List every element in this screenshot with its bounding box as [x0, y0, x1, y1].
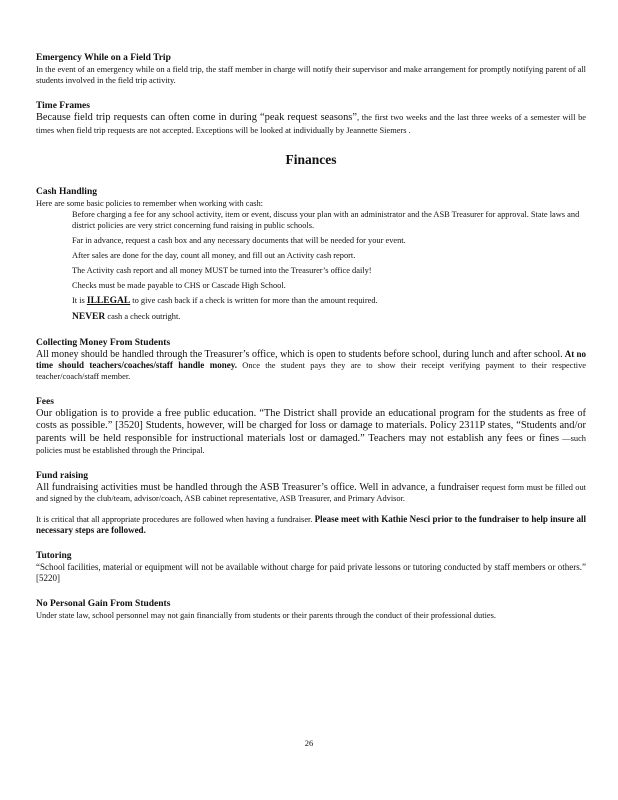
- cash-handling-list: [36, 209, 586, 323]
- no-personal-gain-text: Under state law, school personnel may not gain financially from students or their parents through the conduct of their professional duties.: [36, 611, 496, 620]
- list-item: Checks must be made payable to CHS or Cascade High School.: [72, 280, 286, 290]
- collecting-heading: Collecting Money From Students: [36, 337, 171, 348]
- time-frames-heading: Time Frames: [36, 101, 90, 111]
- list-item: The Activity cash report and all money MUST be turned into the Treasurer’s office daily!: [72, 265, 372, 275]
- list-item: It is ILLEGAL to give cash back if a check is written for more than the amount required.: [72, 295, 378, 306]
- page-number: 26: [304, 738, 314, 748]
- cash-handling-intro: Here are some basic policies to remember when working with cash:: [36, 198, 263, 208]
- collecting-bold: At no time should teachers/coaches/staff handle money.: [36, 348, 586, 370]
- finances-title: Finances: [285, 151, 337, 167]
- cash-handling-heading: Cash Handling: [36, 186, 97, 197]
- tutoring-text: “School facilities, material or equipment will not be available without charge for paid private lessons or tutoring conducted by staff members or others.” [5220]: [36, 562, 586, 583]
- fundraising-bold: Please meet with Kathie Nesci prior to the fundraiser to help insure all necessary steps are followed.: [36, 514, 586, 535]
- collecting-text: All money should be handled through the Treasurer’s office, which is open to students before school, during lunch and after school. At no time should teachers/coaches/staff handle money. Once the student pays they are to show their receipt verifying payment to their respective teacher/coach/staff member.: [36, 348, 587, 381]
- time-frames-text-large: Because field trip requests can often come in during “peak request seasons”: [36, 112, 357, 123]
- fundraising-heading: Fund raising: [36, 471, 89, 481]
- fundraising-text: All fundraising activities must be handled through the ASB Treasurer’s office. Well in advance, a fundraiser request form must be filled out and signed by the club/team, advisor/coach, ASB cabinet representative, ASB Treasurer, and Primary Advisor.: [36, 482, 586, 503]
- tutoring-heading: Tutoring: [36, 551, 72, 561]
- fees-heading: Fees: [36, 396, 54, 407]
- time-frames-text-small: , the first two weeks and the last three weeks of a semester will be times when field trip requests are not accepted. Exceptions will be looked at individually by Jeannette Siemers .: [36, 113, 587, 135]
- emergency-text: In the event of an emergency while on a field trip, the staff member in charge will notify their supervisor and make arrangement for promptly notifying parent of all students involved in the field trip activity.: [36, 65, 586, 85]
- never-emphasis: NEVER: [72, 311, 106, 322]
- list-item: Before charging a fee for any school activity, item or event, discuss your plan with an administrator and the ASB Treasurer for approval. State laws and district policies are very strict concerning fund raising in public schools.: [72, 209, 580, 230]
- fees-text: Our obligation is to provide a free public education. “The District shall provide an educational program for the students as free of costs as possible.” [3520] Students, however, will be charged for loss or damage to materials. Policy 2311P states, “Students and/or parents will be held responsible for instructional materials lost or damaged.” Teachers may not establish any fees or fines —such policies must be established through the Principal.: [36, 407, 586, 455]
- document-page: [36, 52, 586, 621]
- time-frames-text: [36, 112, 586, 136]
- emergency-heading: Emergency While on a Field Trip: [36, 53, 171, 63]
- illegal-emphasis: ILLEGAL: [86, 295, 131, 306]
- list-item: NEVER cash a check outright.: [72, 311, 181, 322]
- list-item: After sales are done for the day, count all money, and fill out an Activity cash report.: [72, 250, 356, 260]
- fundraising-text-2: It is critical that all appropriate procedures are followed when having a fundraiser. Please meet with Kathie Nesci prior to the fundraiser to help insure all necessary steps are followed.: [36, 514, 586, 535]
- list-item: Far in advance, request a cash box and any necessary documents that will be needed for your event.: [72, 235, 406, 245]
- no-personal-gain-heading: No Personal Gain From Students: [36, 599, 171, 609]
